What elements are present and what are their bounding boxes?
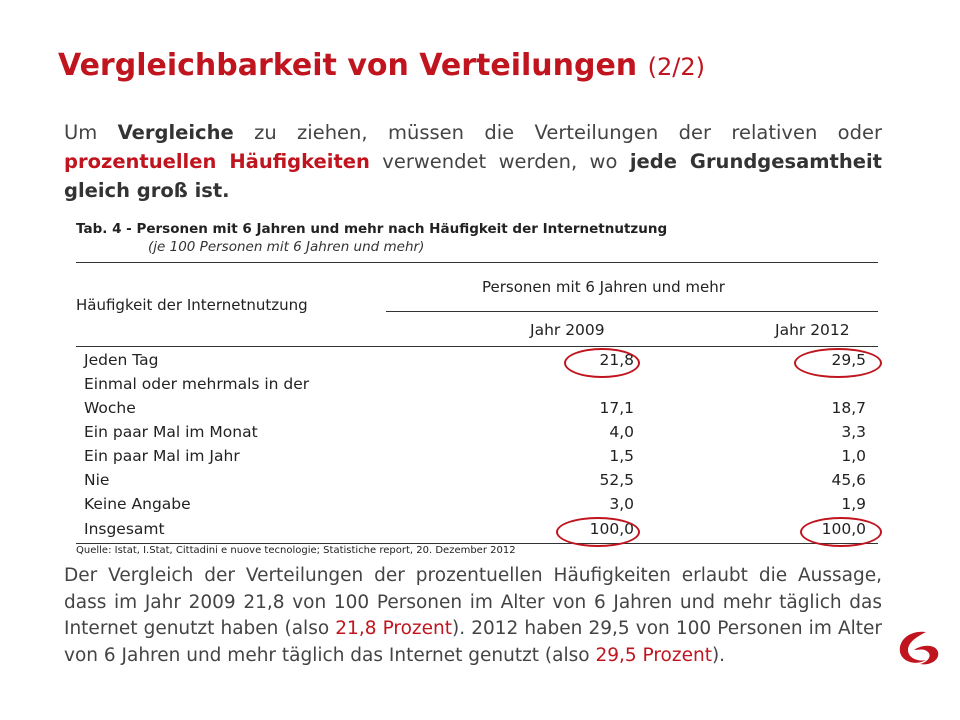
intro-paragraph xyxy=(64,118,882,205)
highlight-ellipse-2009-daily xyxy=(564,348,640,378)
header-bottom-rule xyxy=(76,346,878,347)
table-bottom-rule xyxy=(76,543,878,544)
value-2009: 21,8 xyxy=(599,351,634,369)
group-header-rule xyxy=(386,311,878,312)
table-row xyxy=(84,495,874,519)
table-subcaption: (je 100 Personen mit 6 Jahren und mehr) xyxy=(148,239,425,255)
intro-highlight: prozentuellen Häufigkeiten xyxy=(64,150,370,173)
page-title-sub: (2/2) xyxy=(647,53,705,81)
value-2009: 4,0 xyxy=(609,423,634,441)
intro-text: Um xyxy=(64,121,118,144)
col-header-2009: Jahr 2009 xyxy=(530,321,605,339)
intro-text: verwendet werden, wo xyxy=(369,150,630,173)
value-2012: 29,5 xyxy=(831,351,866,369)
group-header: Personen mit 6 Jahren und mehr xyxy=(482,278,725,296)
col-header-2012: Jahr 2012 xyxy=(775,321,850,339)
value-2009: 3,0 xyxy=(609,495,634,513)
value-2012: 3,3 xyxy=(841,423,866,441)
row-label: Einmal oder mehrmals in der xyxy=(84,375,310,393)
value-2009: 17,1 xyxy=(599,399,634,417)
table-row xyxy=(84,375,874,399)
row-header: Häufigkeit der Internetnutzung xyxy=(76,296,308,314)
value-2012: 45,6 xyxy=(831,471,866,489)
outro-highlight: 29,5 Prozent xyxy=(595,644,712,666)
outro-text: Der Vergleich der Verteilungen der prozentuellen Häufigkeiten erlaubt die Aussage, dass im Jahr 2009 21,8 von 100 Personen im Alter von 6 Jahren und mehr täglich das Internet genutzt haben (also xyxy=(64,565,882,639)
value-2009: 52,5 xyxy=(599,471,634,489)
table-source: Quelle: Istat, I.Stat, Cittadini e nuove tecnologie; Statistiche report, 20. Dezember 2012 xyxy=(76,545,516,556)
conclusion-paragraph xyxy=(64,563,882,669)
intro-bold-vergleiche: Vergleiche xyxy=(117,121,234,144)
table-row xyxy=(84,423,874,447)
row-label: Insgesamt xyxy=(84,520,165,538)
highlight-ellipse-2012-daily xyxy=(794,348,882,378)
value-2012: 100,0 xyxy=(821,520,866,538)
outro-highlight: 21,8 Prozent xyxy=(335,618,453,639)
outro-text: ). 2012 haben 29,5 von 100 Personen im Alter von 6 Jahren und mehr täglich das Internet genutzt (also xyxy=(64,618,882,666)
page-title-main: Vergleichbarkeit von Verteilungen xyxy=(58,48,638,83)
row-label-continued: Woche xyxy=(84,399,136,417)
value-2009: 100,0 xyxy=(589,520,634,538)
table-row xyxy=(84,351,874,375)
row-label: Jeden Tag xyxy=(84,351,159,369)
intro-text: zu ziehen, müssen die Verteilungen der relativen oder xyxy=(233,121,883,144)
table-row xyxy=(84,399,874,423)
row-label: Nie xyxy=(84,471,110,489)
table-row xyxy=(84,447,874,471)
page-title xyxy=(58,48,705,83)
table-caption: Tab. 4 - Personen mit 6 Jahren und mehr nach Häufigkeit der Internetnutzung xyxy=(76,221,668,237)
row-label: Keine Angabe xyxy=(84,495,191,513)
table-top-rule xyxy=(76,262,878,263)
value-2012: 1,0 xyxy=(841,447,866,465)
intro-bold-grundgesamtheit: jede Grundgesamtheit gleich groß ist. xyxy=(64,150,882,202)
outro-text: ). xyxy=(711,644,726,666)
value-2012: 1,9 xyxy=(841,495,866,513)
value-2009: 1,5 xyxy=(609,447,634,465)
highlight-ellipse-2009-total xyxy=(556,517,640,547)
row-label: Ein paar Mal im Jahr xyxy=(84,447,240,465)
highlight-ellipse-2012-total xyxy=(800,517,882,547)
row-label: Ein paar Mal im Monat xyxy=(84,423,258,441)
table-row-total xyxy=(84,520,874,544)
istat-logo-icon xyxy=(896,628,940,668)
value-2012: 18,7 xyxy=(831,399,866,417)
table-row xyxy=(84,471,874,495)
